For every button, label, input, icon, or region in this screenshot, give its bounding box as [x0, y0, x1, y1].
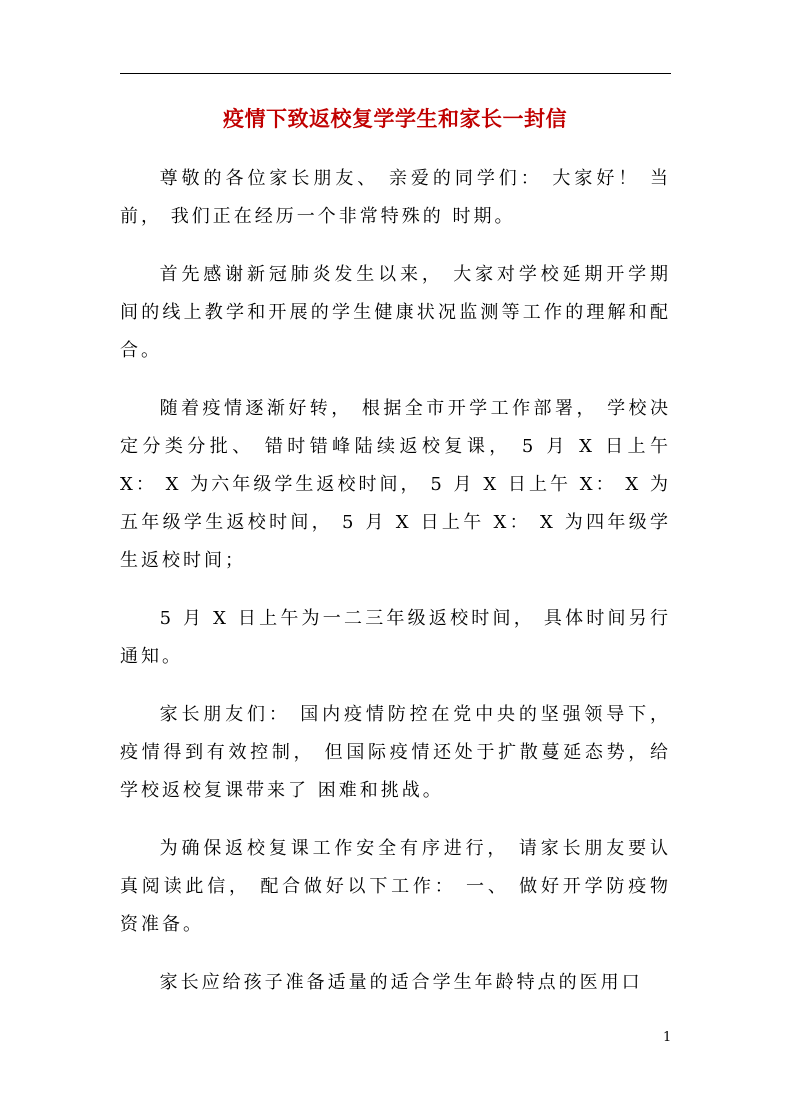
- paragraph-situation: 家长朋友们： 国内疫情防控在党中央的坚强领导下，疫情得到有效控制， 但国际疫情还处于扩散蔓延态势，给学校返校复课带来了 困难和挑战。: [120, 704, 671, 801]
- letter-body: [120, 160, 671, 1022]
- paragraph-request: 为确保返校复课工作安全有序进行， 请家长朋友要认真阅读此信， 配合做好以下工作： 一、 做好开学防疫物资准备。: [120, 838, 671, 935]
- paragraph-greeting: 尊敬的各位家长朋友、 亲爱的同学们： 大家好！ 当前， 我们正在经历一个非常特殊的 时期。: [120, 168, 671, 227]
- page-number: 1: [663, 1030, 672, 1045]
- header-rule: [120, 73, 671, 74]
- paragraph-thanks: 首先感谢新冠肺炎发生以来， 大家对学校延期开学期间的线上教学和开展的学生健康状况监测等工作的理解和配合。: [120, 264, 671, 361]
- document-title: 疫情下致返校复学学生和家长一封信: [223, 106, 567, 131]
- paragraph-schedule: 随着疫情逐渐好转， 根据全市开学工作部署， 学校决定分类分批、 错时错峰陆续返校复课， 5 月 X 日上午 X： X 为六年级学生返校时间， 5 月 X 日上午 X： X 为五年级学生返校时间， 5 月 X 日上午 X： X 为四年级学生返校时间；: [120, 398, 671, 571]
- paragraph-supplies: 家长应给孩子准备适量的适合学生年龄特点的医用口: [159, 972, 643, 993]
- paragraph-lower-grades: 5 月 X 日上午为一二三年级返校时间， 具体时间另行通知。: [120, 608, 671, 667]
